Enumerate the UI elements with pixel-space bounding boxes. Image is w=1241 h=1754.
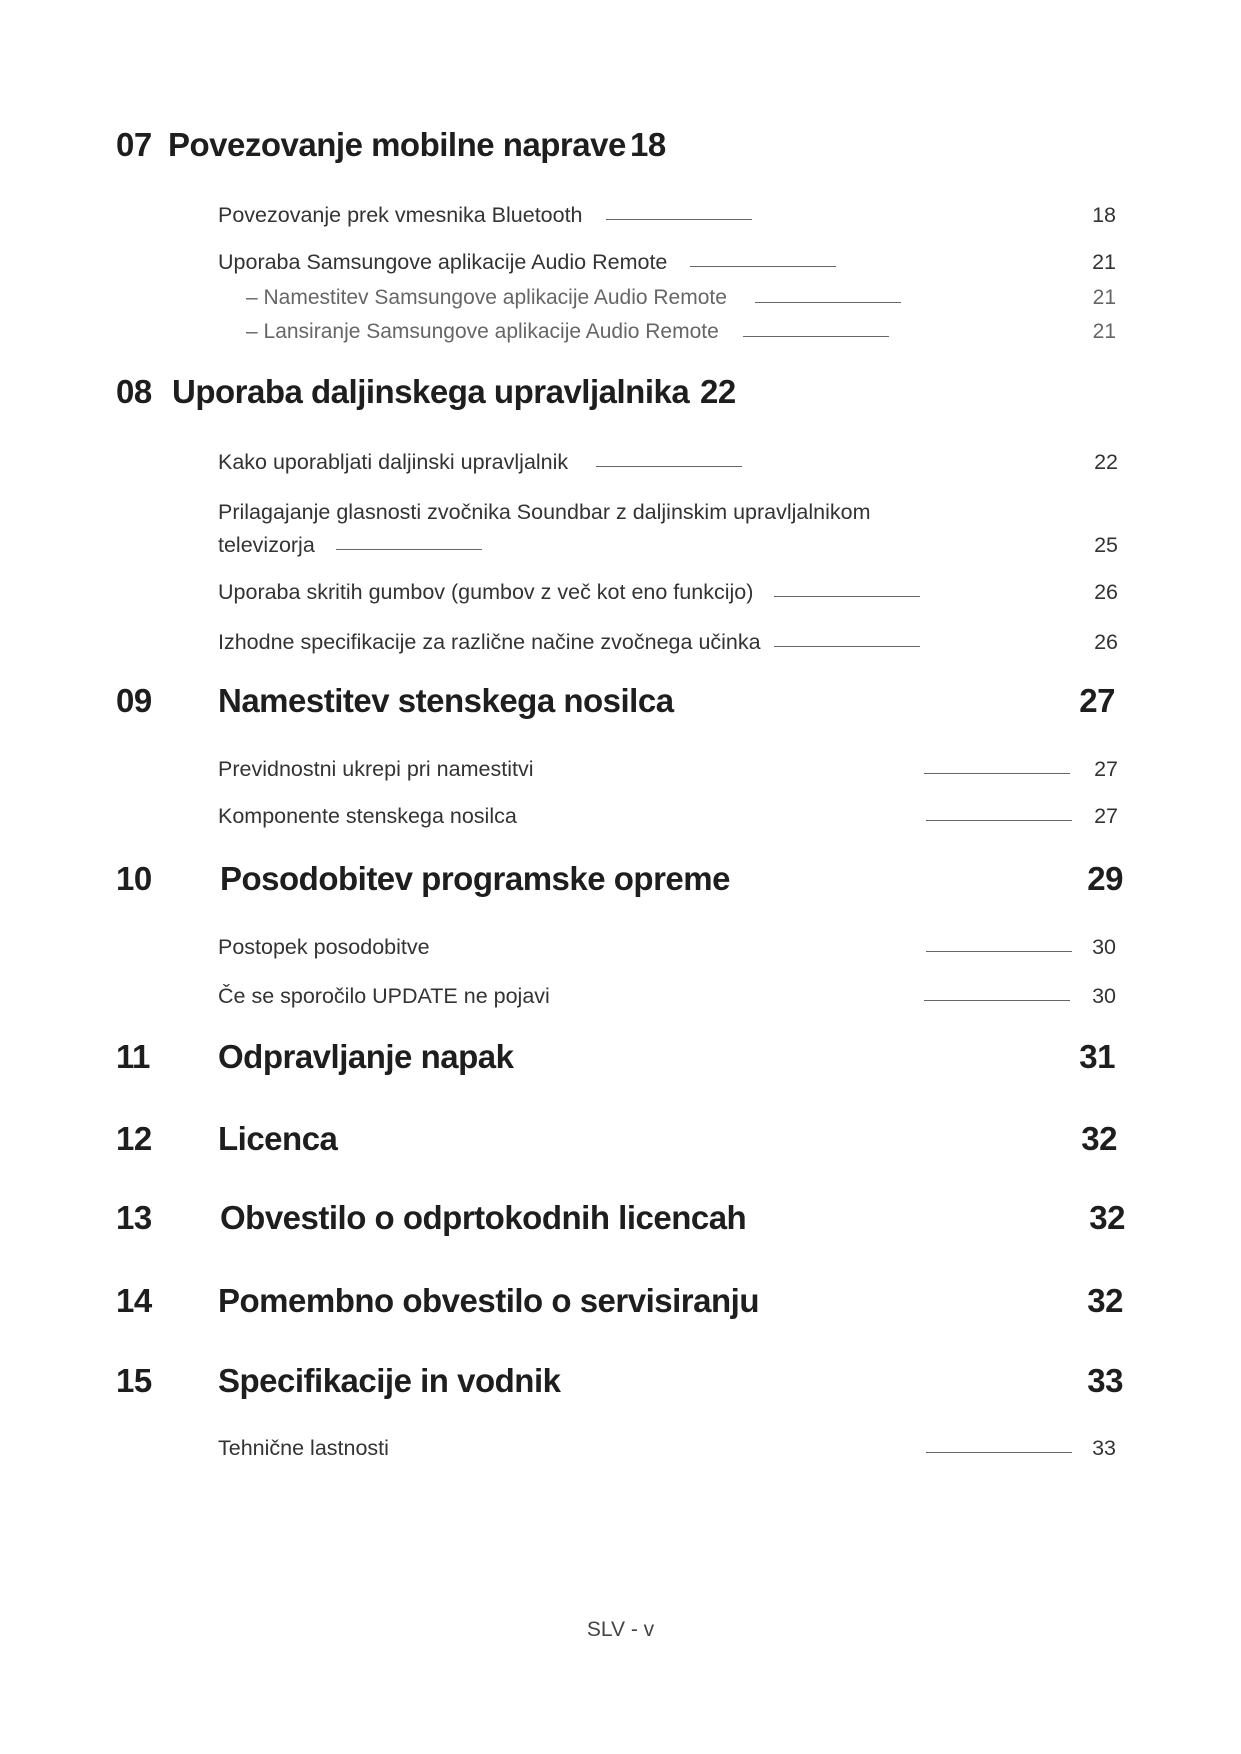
entry-label: Uporaba Samsungove aplikacije Audio Remote <box>218 250 668 274</box>
entry-label: Komponente stenskega nosilca <box>218 804 517 828</box>
toc-entry[interactable] <box>218 935 1128 963</box>
toc-entry[interactable] <box>218 1436 1128 1464</box>
leader-line <box>690 266 836 267</box>
chapter-title: Uporaba daljinskega upravljalnika <box>172 373 690 410</box>
chapter-12-heading[interactable] <box>116 1120 1117 1170</box>
chapter-number: 15 <box>116 1362 152 1399</box>
chapter-title: Odpravljanje napak <box>218 1038 514 1075</box>
toc-entry[interactable] <box>218 250 1128 278</box>
leader-line <box>926 1452 1072 1453</box>
chapter-number: 10 <box>116 860 152 897</box>
entry-label: Kako uporabljati daljinski upravljalnik <box>218 450 569 474</box>
entry-page: 21 <box>1092 286 1116 309</box>
toc-entry[interactable] <box>218 757 1128 785</box>
chapter-number: 13 <box>116 1199 152 1236</box>
chapter-page: 32 <box>1081 1120 1117 1157</box>
entry-page: 21 <box>1092 250 1116 274</box>
toc-entry[interactable] <box>218 500 1128 564</box>
chapter-title: Obvestilo o odprtokodnih licencah <box>220 1199 747 1236</box>
toc-entry[interactable] <box>218 984 1128 1012</box>
toc-subentry[interactable] <box>218 286 1128 314</box>
toc-entry[interactable] <box>218 203 1128 231</box>
entry-label: Izhodne specifikacije za različne načine zvočnega učinka <box>218 630 761 654</box>
leader-line <box>336 549 482 550</box>
chapter-number: 12 <box>116 1120 152 1157</box>
chapter-number: 08 <box>116 373 152 410</box>
page-footer <box>0 1618 1241 1642</box>
entry-page: 21 <box>1092 320 1116 343</box>
entry-label: – Namestitev Samsungove aplikacije Audio Remote <box>246 286 727 309</box>
chapter-13-heading[interactable] <box>116 1199 1125 1249</box>
leader-line <box>926 951 1072 952</box>
entry-page: 25 <box>1094 533 1118 557</box>
entry-page: 18 <box>1092 203 1116 227</box>
chapter-number: 14 <box>116 1282 152 1319</box>
entry-label: Če se sporočilo UPDATE ne pojavi <box>218 984 550 1008</box>
chapter-page: 29 <box>1087 860 1123 897</box>
chapter-title: Licenca <box>218 1120 338 1157</box>
toc-entry[interactable] <box>218 804 1128 832</box>
entry-page: 26 <box>1094 580 1118 604</box>
leader-line <box>755 302 901 303</box>
chapter-number: 11 <box>116 1038 150 1075</box>
toc-subentry[interactable] <box>218 320 1128 348</box>
leader-line <box>774 596 920 597</box>
toc-entry[interactable] <box>218 450 1128 478</box>
chapter-title: Povezovanje mobilne naprave <box>168 126 626 163</box>
chapter-15-heading[interactable] <box>116 1362 1123 1412</box>
entry-page: 30 <box>1092 935 1116 959</box>
entry-label: Previdnostni ukrepi pri namestitvi <box>218 757 534 781</box>
chapter-07-heading[interactable] <box>116 126 816 176</box>
entry-page: 26 <box>1094 630 1118 654</box>
chapter-14-heading[interactable] <box>116 1282 1123 1332</box>
chapter-page: 31 <box>1079 1038 1115 1075</box>
entry-label-line1: Prilagajanje glasnosti zvočnika Soundbar z daljinskim upravljalnikom <box>218 500 871 524</box>
chapter-page: 32 <box>1089 1199 1125 1236</box>
chapter-08-heading[interactable] <box>116 373 816 423</box>
toc-entry[interactable] <box>218 580 1128 608</box>
chapter-11-heading[interactable] <box>116 1038 1115 1088</box>
entry-label: – Lansiranje Samsungove aplikacije Audio Remote <box>246 320 719 343</box>
entry-page: 22 <box>1094 450 1118 474</box>
chapter-09-heading[interactable] <box>116 682 1115 732</box>
chapter-page: 18 <box>630 126 666 163</box>
leader-line <box>924 773 1070 774</box>
chapter-page: 33 <box>1087 1362 1123 1399</box>
chapter-title: Namestitev stenskega nosilca <box>218 682 674 719</box>
entry-label-line2: televizorja <box>218 533 315 557</box>
leader-line <box>774 646 920 647</box>
entry-label: Postopek posodobitve <box>218 935 430 959</box>
entry-label: Tehnične lastnosti <box>218 1436 389 1460</box>
chapter-page: 27 <box>1079 682 1115 719</box>
entry-page: 27 <box>1094 757 1118 781</box>
entry-page: 33 <box>1092 1436 1116 1460</box>
chapter-page: 22 <box>700 373 736 410</box>
chapter-number: 07 <box>116 126 152 163</box>
page-number-label: SLV - v <box>586 1618 655 1641</box>
entry-page: 30 <box>1092 984 1116 1008</box>
entry-page: 27 <box>1094 804 1118 828</box>
chapter-page: 32 <box>1087 1282 1123 1319</box>
chapter-title: Pomembno obvestilo o servisiranju <box>218 1282 759 1319</box>
chapter-title: Posodobitev programske opreme <box>220 860 730 897</box>
chapter-number: 09 <box>116 682 152 719</box>
chapter-10-heading[interactable] <box>116 860 1123 910</box>
entry-label: Povezovanje prek vmesnika Bluetooth <box>218 203 583 227</box>
leader-line <box>924 1000 1070 1001</box>
toc-entry[interactable] <box>218 630 1128 658</box>
leader-line <box>606 219 752 220</box>
entry-label: Uporaba skritih gumbov (gumbov z več kot eno funkcijo) <box>218 580 754 604</box>
leader-line <box>596 466 742 467</box>
leader-line <box>743 336 889 337</box>
leader-line <box>926 820 1072 821</box>
chapter-title: Specifikacije in vodnik <box>218 1362 561 1399</box>
